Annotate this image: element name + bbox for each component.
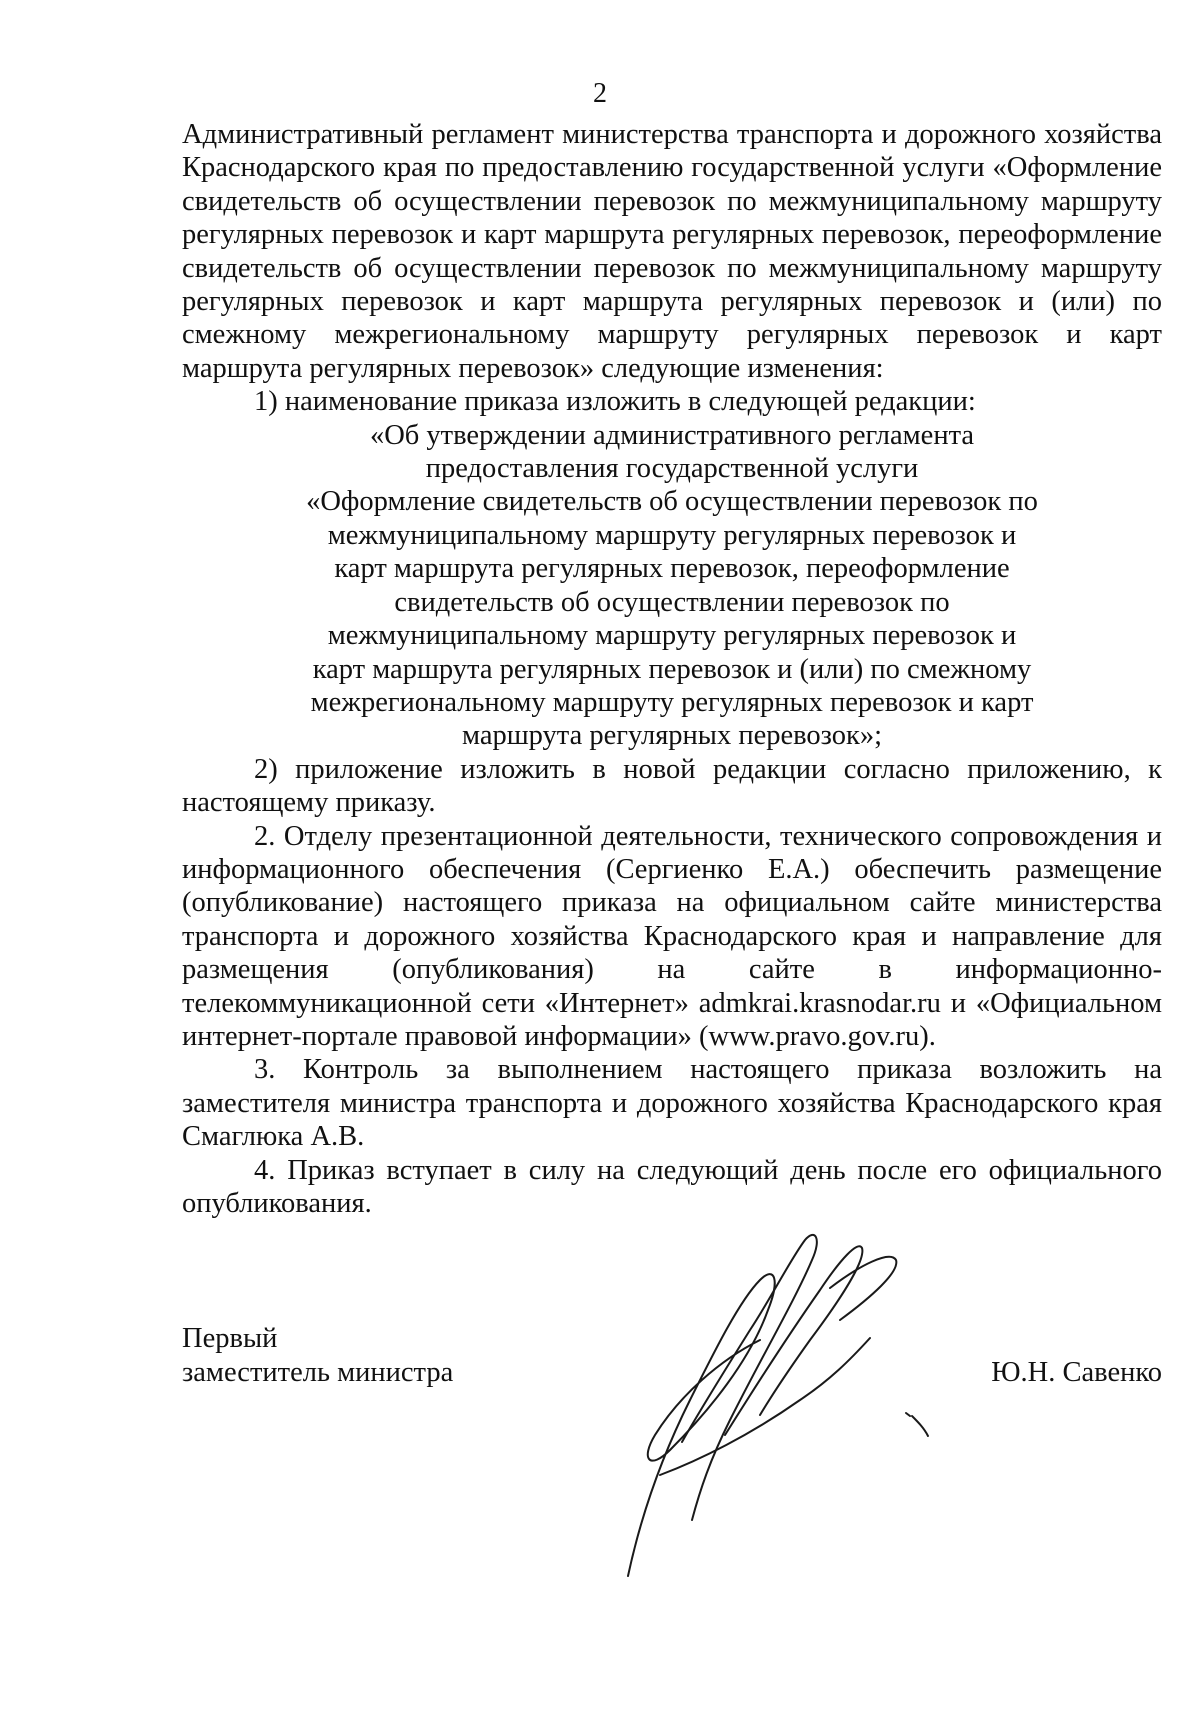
quoted-title-line: маршрута регулярных перевозок»;: [462, 720, 882, 752]
quoted-title-line: карт маршрута регулярных перевозок и (или) по смежному: [312, 653, 1032, 685]
signer-position-line-1: Первый: [182, 1323, 278, 1354]
signer-position: [182, 1322, 453, 1390]
paragraph-2: 2. Отделу презентационной деятельности, технического сопровождения и информационного обеспечения (Сергиенко Е.А.) обеспечить размещение (опубликование) настоящего приказа на официальном сайте министерства транспорта и дорожного хозяйства Краснодарского края и направление для размещения (опубликования) на сайте в информационно-телекоммуникационной сети «Интернет» admkrai.krasnodar.ru и «Официальном интернет-портале правовой информации» (www.pravo.gov.ru).: [182, 820, 1162, 1052]
document-body: [182, 118, 1162, 1220]
list-item-2: 2) приложение изложить в новой редакции согласно приложению, к настоящему приказу.: [182, 753, 1162, 819]
signer-name: Ю.Н. Савенко: [991, 1357, 1162, 1388]
intro-paragraph: Административный регламент министерства транспорта и дорожного хозяйства Краснодарского края по предоставлению государственной услуги «Оформление свидетельств об осуществлении перевозок по межмуниципальному маршруту регулярных перевозок и карт маршрута регулярных перевозок, переоформление свидетельств об осуществлении перевозок по межмуниципальному маршруту регулярных перевозок и карт маршрута регулярных перевозок и (или) по смежному межрегиональному маршруту регулярных перевозок и карт маршрута регулярных перевозок» следующие изменения:: [182, 119, 1162, 384]
list-item-1: 1) наименование приказа изложить в следующей редакции:: [254, 386, 976, 418]
paragraph-4: 4. Приказ вступает в силу на следующий день после его официального опубликования.: [182, 1154, 1162, 1219]
handwritten-signature: [600, 1220, 980, 1580]
quoted-title-line: предоставления государственной услуги: [425, 453, 919, 485]
paragraph-3: 3. Контроль за выполнением настоящего приказа возложить на заместителя министра транспорта и дорожного хозяйства Краснодарского края Смаглюка А.В.: [182, 1054, 1162, 1153]
quoted-title-line: межрегиональному маршруту регулярных перевозок и карт: [310, 686, 1034, 718]
quoted-title-line: карт маршрута регулярных перевозок, переоформление: [334, 553, 1010, 585]
quoted-title-line: «Оформление свидетельств об осуществлении перевозок по: [306, 486, 1038, 518]
page-number: 2: [593, 78, 607, 109]
quoted-title-line: «Об утверждении административного регламента: [369, 419, 975, 451]
quoted-title-line: межмуниципальному маршруту регулярных перевозок и: [327, 620, 1017, 652]
signer-position-line-2: заместитель министра: [182, 1357, 454, 1388]
quoted-title-line: межмуниципальному маршруту регулярных перевозок и: [327, 519, 1017, 551]
quoted-title-line: свидетельств об осуществлении перевозок по: [394, 586, 950, 618]
quoted-order-title: [292, 419, 1052, 753]
